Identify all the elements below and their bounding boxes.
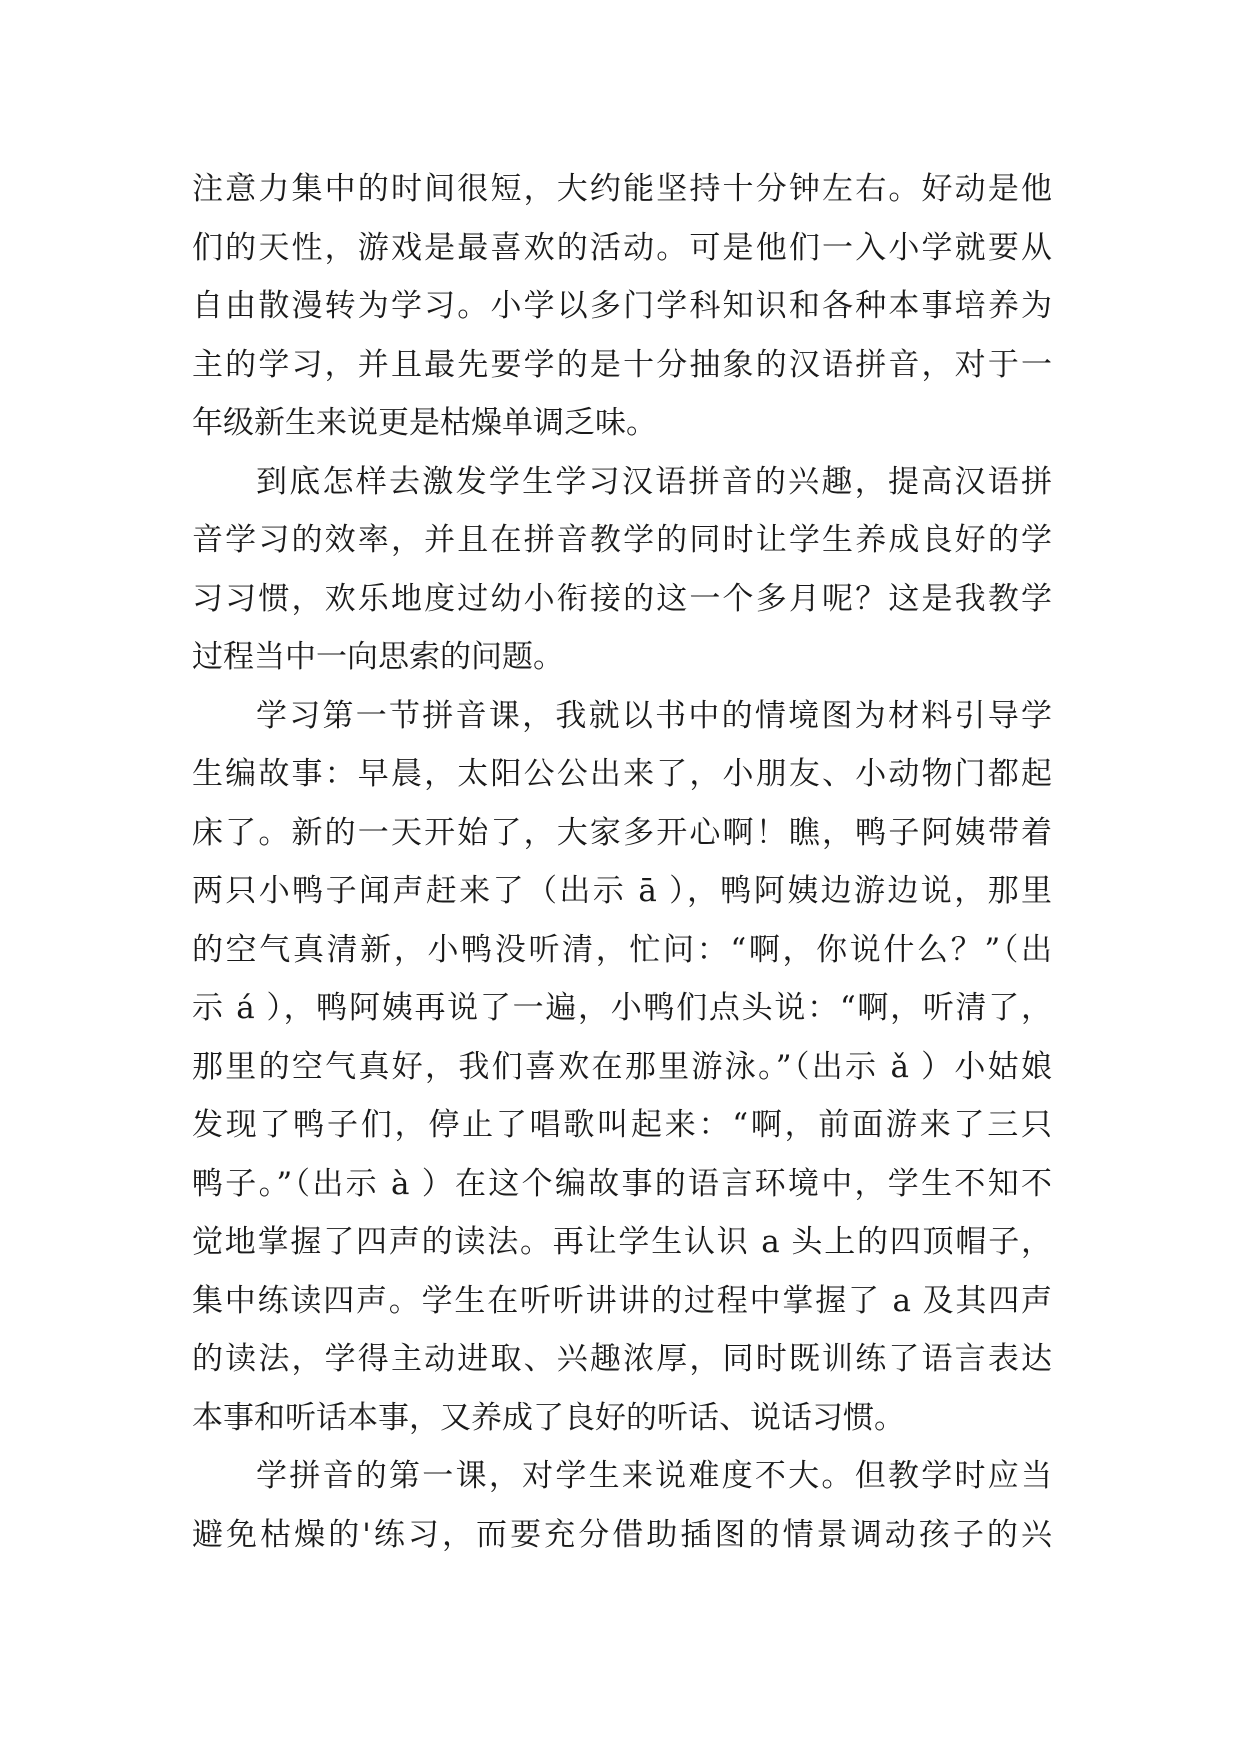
text-line: 注意力集中的时间很短，大约能坚持十分钟左右。好动是他 — [192, 171, 1052, 207]
text-line: 发现了鸭子们，停止了唱歌叫起来：“啊，前面游来了三只 — [192, 1107, 1052, 1143]
text-line: 觉地掌握了四声的读法。再让学生认识 a 头上的四顶帽子， — [192, 1224, 1052, 1260]
text-line: 示 á ），鸭阿姨再说了一遍，小鸭们点头说：“啊，听清了， — [192, 990, 1052, 1026]
text-line: 集中练读四声。学生在听听讲讲的过程中掌握了 a 及其四声 — [192, 1282, 1052, 1319]
text-line: 年级新生来说更是枯燥单调乏味。 — [192, 405, 657, 441]
text-line: 习习惯，欢乐地度过幼小衔接的这一个多月呢？这是我教学 — [192, 580, 1052, 617]
text-line: 学习第一节拼音课，我就以书中的情境图为材料引导学 — [256, 697, 1052, 734]
text-line: 音学习的效率，并且在拼音教学的同时让学生养成良好的学 — [192, 522, 1052, 558]
text-line: 主的学习，并且最先要学的是十分抽象的汉语拼音，对于一 — [192, 346, 1052, 383]
text-line: 的空气真清新，小鸭没听清，忙问：“啊，你说什么？”（出 — [192, 931, 1052, 968]
paragraph-1 — [192, 160, 1052, 453]
text-line: 那里的空气真好，我们喜欢在那里游泳。”（出示 ǎ ）小姑娘 — [192, 1048, 1052, 1085]
text-line: 两只小鸭子闻声赶来了（出示 ā ），鸭阿姨边游边说，那里 — [192, 873, 1052, 909]
text-line: 避免枯燥的'练习，而要充分借助插图的情景调动孩子的兴 — [192, 1516, 1052, 1553]
paragraph-4 — [192, 1447, 1052, 1564]
text-line: 过程当中一向思索的问题。 — [192, 639, 564, 675]
text-line: 们的天性，游戏是最喜欢的活动。可是他们一入小学就要从 — [192, 229, 1052, 266]
text-line: 床了。新的一天开始了，大家多开心啊！瞧，鸭子阿姨带着 — [192, 814, 1052, 851]
text-line: 鸭子。”（出示 à ）在这个编故事的语言环境中，学生不知不 — [192, 1165, 1052, 1202]
text-line: 本事和听话本事，又养成了良好的听话、说话习惯。 — [192, 1399, 905, 1436]
text-line: 学拼音的第一课，对学生来说难度不大。但教学时应当 — [256, 1458, 1052, 1494]
body-text — [192, 160, 1052, 1564]
paragraph-2 — [192, 453, 1052, 687]
text-line: 的读法，学得主动进取、兴趣浓厚，同时既训练了语言表达 — [192, 1341, 1052, 1377]
text-line: 自由散漫转为学习。小学以多门学科知识和各种本事培养为 — [192, 288, 1052, 324]
paragraph-3 — [192, 687, 1052, 1448]
text-line: 到底怎样去激发学生学习汉语拼音的兴趣，提高汉语拼 — [256, 463, 1052, 500]
text-line: 生编故事：早晨，太阳公公出来了，小朋友、小动物门都起 — [192, 756, 1052, 792]
